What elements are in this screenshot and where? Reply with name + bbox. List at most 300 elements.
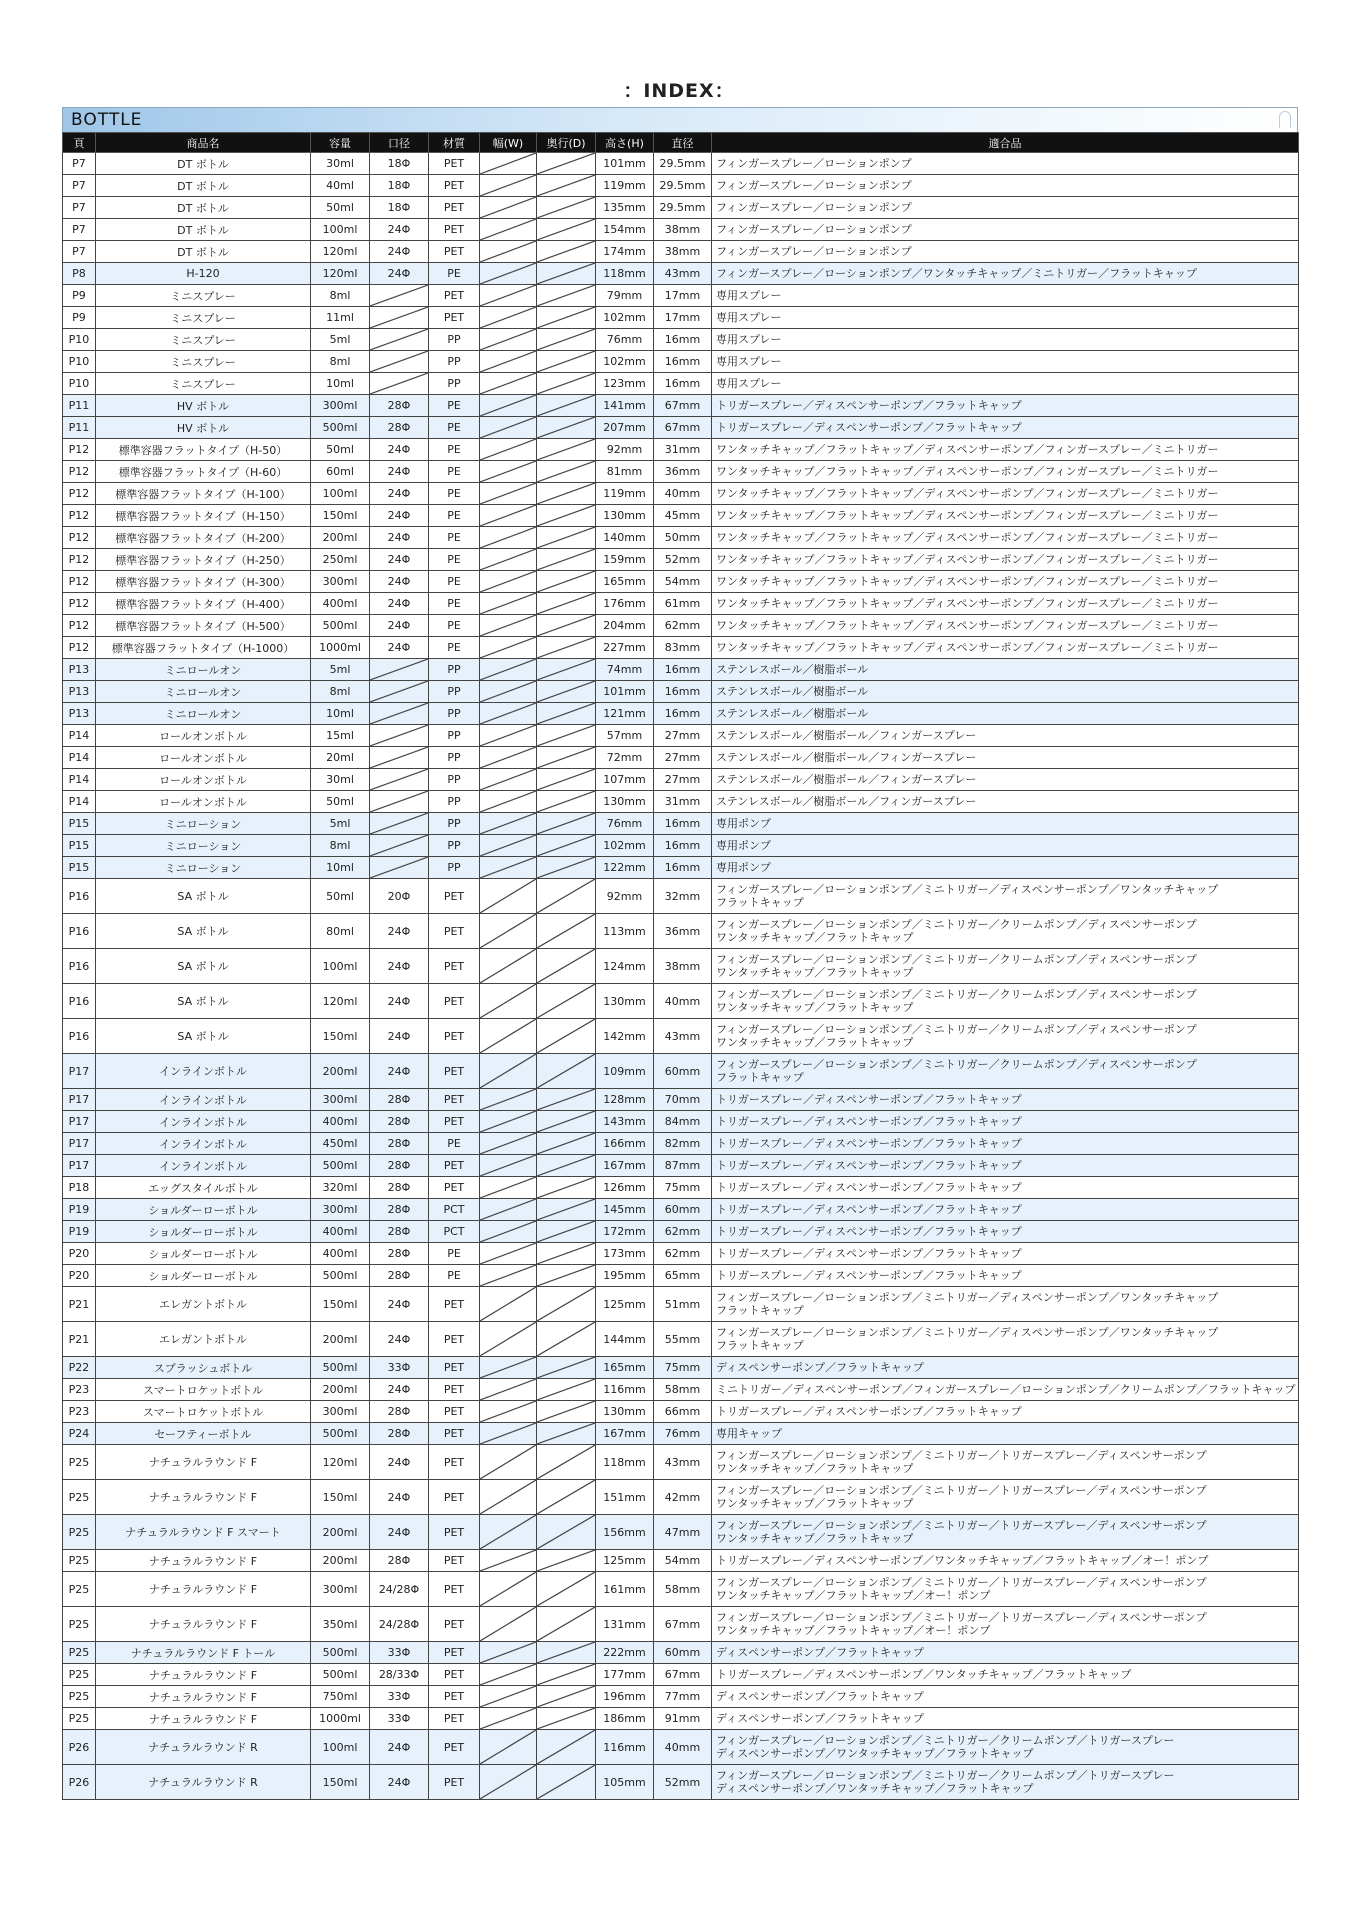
mouth-empty-cell — [370, 659, 429, 681]
compatible-parts-line: フィンガースプレー／ローションポンプ — [716, 179, 912, 192]
product-name-cell: DT ボトル — [96, 219, 311, 241]
depth-empty-cell — [537, 219, 596, 241]
depth-empty-cell — [537, 659, 596, 681]
table-row — [63, 1664, 1299, 1686]
table-row — [63, 659, 1299, 681]
product-name-cell: ミニスプレー — [96, 285, 311, 307]
mouth-cell: 28Φ — [370, 1133, 429, 1155]
page-cell: P7 — [63, 219, 96, 241]
product-name-cell: インラインボトル — [96, 1155, 311, 1177]
product-name-cell: HV ボトル — [96, 417, 311, 439]
height-cell: 107mm — [596, 769, 654, 791]
mouth-empty-cell — [370, 351, 429, 373]
mouth-cell: 24Φ — [370, 914, 429, 949]
mouth-cell: 24Φ — [370, 1379, 429, 1401]
compatible-parts-line: トリガースプレー／ディスペンサーポンプ／フラットキャップ — [716, 1247, 1022, 1260]
table-row — [63, 175, 1299, 197]
depth-empty-cell — [537, 637, 596, 659]
mouth-cell: 24Φ — [370, 483, 429, 505]
page-cell: P12 — [63, 527, 96, 549]
mouth-cell: 24Φ — [370, 549, 429, 571]
page-cell: P16 — [63, 984, 96, 1019]
mouth-cell: 24Φ — [370, 1730, 429, 1765]
height-cell: 156mm — [596, 1515, 654, 1550]
compatible-parts-cell — [712, 263, 1299, 285]
compatible-parts-line: フィンガースプレー／ローションポンプ／ミニトリガー／トリガースプレー／ディスペンサーポンプ — [716, 1449, 1207, 1462]
table-row — [63, 417, 1299, 439]
material-cell: PCT — [429, 1221, 480, 1243]
page-cell: P12 — [63, 637, 96, 659]
mouth-cell: 28Φ — [370, 1243, 429, 1265]
height-cell: 173mm — [596, 1243, 654, 1265]
diameter-cell: 40mm — [654, 984, 712, 1019]
diameter-cell: 75mm — [654, 1357, 712, 1379]
compatible-parts-line: フィンガースプレー／ローションポンプ — [716, 245, 912, 258]
page-cell: P25 — [63, 1708, 96, 1730]
diameter-cell: 67mm — [654, 1607, 712, 1642]
page-cell: P17 — [63, 1054, 96, 1089]
table-row — [63, 637, 1299, 659]
diameter-cell: 29.5mm — [654, 175, 712, 197]
width-empty-cell — [480, 791, 537, 813]
compatible-parts-line: ディスペンサーポンプ／ワンタッチキャップ／フラットキャップ — [716, 1747, 1034, 1760]
product-name-cell: DT ボトル — [96, 153, 311, 175]
depth-empty-cell — [537, 1379, 596, 1401]
height-cell: 204mm — [596, 615, 654, 637]
material-cell: PP — [429, 659, 480, 681]
page-cell: P23 — [63, 1401, 96, 1423]
compatible-parts-line: トリガースプレー／ディスペンサーポンプ／フラットキャップ — [716, 1203, 1022, 1216]
material-cell: PET — [429, 1550, 480, 1572]
material-cell: PET — [429, 1379, 480, 1401]
page-cell: P7 — [63, 241, 96, 263]
compatible-parts-line: フィンガースプレー／ローションポンプ／ミニトリガー／クリームポンプ／ディスペンサーポンプ — [716, 1023, 1197, 1036]
height-cell: 222mm — [596, 1642, 654, 1664]
mouth-cell: 28/33Φ — [370, 1664, 429, 1686]
table-row — [63, 1054, 1299, 1089]
compatible-parts-line: 専用スプレー — [716, 333, 782, 346]
compatible-parts-cell — [712, 1765, 1299, 1800]
material-cell: PE — [429, 1265, 480, 1287]
product-name-cell: インラインボトル — [96, 1111, 311, 1133]
compatible-parts-line: ワンタッチキャップ／フラットキャップ／ディスペンサーポンプ／フィンガースプレー／ミニトリガー — [716, 465, 1219, 478]
depth-empty-cell — [537, 527, 596, 549]
table-row — [63, 1019, 1299, 1054]
capacity-cell: 300ml — [311, 1572, 370, 1607]
diameter-cell: 91mm — [654, 1708, 712, 1730]
compatible-parts-cell — [712, 439, 1299, 461]
compatible-parts-line: トリガースプレー／ディスペンサーポンプ／フラットキャップ — [716, 1181, 1022, 1194]
column-header: 幅(W) — [480, 133, 537, 153]
depth-empty-cell — [537, 1708, 596, 1730]
page-cell: P18 — [63, 1177, 96, 1199]
mouth-cell: 28Φ — [370, 1550, 429, 1572]
material-cell: PET — [429, 219, 480, 241]
product-name-cell: 標準容器フラットタイプ（H-1000） — [96, 637, 311, 659]
page-cell: P25 — [63, 1572, 96, 1607]
capacity-cell: 500ml — [311, 417, 370, 439]
capacity-cell: 200ml — [311, 1054, 370, 1089]
compatible-parts-cell — [712, 1664, 1299, 1686]
mouth-cell: 18Φ — [370, 153, 429, 175]
width-empty-cell — [480, 984, 537, 1019]
page-cell: P9 — [63, 285, 96, 307]
diameter-cell: 36mm — [654, 914, 712, 949]
table-row — [63, 527, 1299, 549]
material-cell: PE — [429, 461, 480, 483]
diameter-cell: 50mm — [654, 527, 712, 549]
material-cell: PET — [429, 153, 480, 175]
diameter-cell: 75mm — [654, 1177, 712, 1199]
depth-empty-cell — [537, 949, 596, 984]
depth-empty-cell — [537, 813, 596, 835]
capacity-cell: 750ml — [311, 1686, 370, 1708]
page-cell: P25 — [63, 1664, 96, 1686]
capacity-cell: 250ml — [311, 549, 370, 571]
diameter-cell: 40mm — [654, 1730, 712, 1765]
width-empty-cell — [480, 835, 537, 857]
compatible-parts-line: フィンガースプレー／ローションポンプ／ミニトリガー／トリガースプレー／ディスペンサーポンプ — [716, 1611, 1207, 1624]
material-cell: PP — [429, 835, 480, 857]
depth-empty-cell — [537, 1550, 596, 1572]
capacity-cell: 30ml — [311, 769, 370, 791]
compatible-parts-line: 専用ポンプ — [716, 817, 771, 830]
material-cell: PET — [429, 879, 480, 914]
depth-empty-cell — [537, 681, 596, 703]
diameter-cell: 55mm — [654, 1322, 712, 1357]
table-row — [63, 395, 1299, 417]
table-row — [63, 879, 1299, 914]
mouth-empty-cell — [370, 285, 429, 307]
height-cell: 167mm — [596, 1155, 654, 1177]
product-name-cell: DT ボトル — [96, 241, 311, 263]
mouth-cell: 24Φ — [370, 241, 429, 263]
depth-empty-cell — [537, 1133, 596, 1155]
height-cell: 177mm — [596, 1664, 654, 1686]
table-row — [63, 197, 1299, 219]
height-cell: 119mm — [596, 175, 654, 197]
compatible-parts-cell — [712, 879, 1299, 914]
product-name-cell: スプラッシュボトル — [96, 1357, 311, 1379]
product-name-cell: 標準容器フラットタイプ（H-400） — [96, 593, 311, 615]
diameter-cell: 16mm — [654, 857, 712, 879]
material-cell: PET — [429, 1686, 480, 1708]
table-row — [63, 1133, 1299, 1155]
compatible-parts-cell — [712, 1019, 1299, 1054]
compatible-parts-line: ワンタッチキャップ／フラットキャップ／ディスペンサーポンプ／フィンガースプレー／ミニトリガー — [716, 597, 1219, 610]
height-cell: 102mm — [596, 835, 654, 857]
table-row — [63, 285, 1299, 307]
capacity-cell: 15ml — [311, 725, 370, 747]
compatible-parts-line: ワンタッチキャップ／フラットキャップ — [716, 1532, 914, 1545]
width-empty-cell — [480, 263, 537, 285]
page-cell: P25 — [63, 1686, 96, 1708]
material-cell: PE — [429, 263, 480, 285]
compatible-parts-cell — [712, 747, 1299, 769]
product-name-cell: ミニロールオン — [96, 681, 311, 703]
capacity-cell: 400ml — [311, 1243, 370, 1265]
diameter-cell: 67mm — [654, 1664, 712, 1686]
column-header: 直径 — [654, 133, 712, 153]
depth-empty-cell — [537, 1054, 596, 1089]
product-name-cell: インラインボトル — [96, 1133, 311, 1155]
table-row — [63, 1730, 1299, 1765]
column-header: 高さ(H) — [596, 133, 654, 153]
width-empty-cell — [480, 879, 537, 914]
compatible-parts-line: フィンガースプレー／ローションポンプ／ミニトリガー／ディスペンサーポンプ／ワンタッチキャップ — [716, 1291, 1219, 1304]
page-cell: P12 — [63, 549, 96, 571]
compatible-parts-line: 専用キャップ — [716, 1427, 782, 1440]
capacity-cell: 30ml — [311, 153, 370, 175]
mouth-cell: 24Φ — [370, 1019, 429, 1054]
compatible-parts-cell — [712, 1708, 1299, 1730]
compatible-parts-line: フィンガースプレー／ローションポンプ／ミニトリガー／ディスペンサーポンプ／ワンタッチキャップ — [716, 883, 1219, 896]
diameter-cell: 29.5mm — [654, 153, 712, 175]
compatible-parts-cell — [712, 659, 1299, 681]
product-name-cell: 標準容器フラットタイプ（H-300） — [96, 571, 311, 593]
height-cell: 123mm — [596, 373, 654, 395]
mouth-cell: 28Φ — [370, 1111, 429, 1133]
width-empty-cell — [480, 1379, 537, 1401]
page-cell: P20 — [63, 1265, 96, 1287]
product-name-cell: ナチュラルラウンド F — [96, 1708, 311, 1730]
height-cell: 165mm — [596, 571, 654, 593]
mouth-cell: 24Φ — [370, 571, 429, 593]
table-row — [63, 1111, 1299, 1133]
product-name-cell: ナチュラルラウンド R — [96, 1765, 311, 1800]
page-cell: P26 — [63, 1765, 96, 1800]
depth-empty-cell — [537, 197, 596, 219]
page-cell: P14 — [63, 769, 96, 791]
table-row — [63, 747, 1299, 769]
height-cell: 135mm — [596, 197, 654, 219]
depth-empty-cell — [537, 461, 596, 483]
depth-empty-cell — [537, 483, 596, 505]
capacity-cell: 150ml — [311, 505, 370, 527]
page-cell: P16 — [63, 879, 96, 914]
depth-empty-cell — [537, 175, 596, 197]
product-name-cell: インラインボトル — [96, 1089, 311, 1111]
capacity-cell: 200ml — [311, 1322, 370, 1357]
diameter-cell: 42mm — [654, 1480, 712, 1515]
product-name-cell: HV ボトル — [96, 395, 311, 417]
page-cell: P10 — [63, 329, 96, 351]
table-row — [63, 1480, 1299, 1515]
material-cell: PP — [429, 769, 480, 791]
compatible-parts-cell — [712, 1133, 1299, 1155]
depth-empty-cell — [537, 1322, 596, 1357]
page-cell: P25 — [63, 1445, 96, 1480]
width-empty-cell — [480, 153, 537, 175]
mouth-empty-cell — [370, 769, 429, 791]
column-header: 口径 — [370, 133, 429, 153]
product-name-cell: ナチュラルラウンド F — [96, 1550, 311, 1572]
width-empty-cell — [480, 593, 537, 615]
capacity-cell: 100ml — [311, 949, 370, 984]
table-row — [63, 1379, 1299, 1401]
capacity-cell: 120ml — [311, 263, 370, 285]
compatible-parts-line: ステンレスボール／樹脂ボール／フィンガースプレー — [716, 795, 977, 808]
diameter-cell: 47mm — [654, 1515, 712, 1550]
width-empty-cell — [480, 1550, 537, 1572]
compatible-parts-cell — [712, 219, 1299, 241]
width-empty-cell — [480, 681, 537, 703]
diameter-cell: 16mm — [654, 703, 712, 725]
capacity-cell: 300ml — [311, 1199, 370, 1221]
compatible-parts-line: ワンタッチキャップ／フラットキャップ — [716, 1497, 914, 1510]
height-cell: 145mm — [596, 1199, 654, 1221]
compatible-parts-cell — [712, 1480, 1299, 1515]
width-empty-cell — [480, 285, 537, 307]
mouth-cell: 24Φ — [370, 1445, 429, 1480]
diameter-cell: 16mm — [654, 659, 712, 681]
depth-empty-cell — [537, 593, 596, 615]
material-cell: PP — [429, 373, 480, 395]
product-name-cell: ミニローション — [96, 857, 311, 879]
diameter-cell: 77mm — [654, 1686, 712, 1708]
compatible-parts-cell — [712, 1515, 1299, 1550]
compatible-parts-line: 専用ポンプ — [716, 839, 771, 852]
table-row — [63, 813, 1299, 835]
page-cell: P21 — [63, 1287, 96, 1322]
compatible-parts-cell — [712, 1089, 1299, 1111]
table-row — [63, 1572, 1299, 1607]
compatible-parts-line: フィンガースプレー／ローションポンプ／ミニトリガー／クリームポンプ／ディスペンサーポンプ — [716, 918, 1197, 931]
depth-empty-cell — [537, 1155, 596, 1177]
diameter-cell: 52mm — [654, 549, 712, 571]
product-name-cell: ナチュラルラウンド F — [96, 1607, 311, 1642]
diameter-cell: 17mm — [654, 285, 712, 307]
width-empty-cell — [480, 461, 537, 483]
height-cell: 102mm — [596, 351, 654, 373]
width-empty-cell — [480, 1572, 537, 1607]
page-cell: P20 — [63, 1243, 96, 1265]
mouth-cell: 24Φ — [370, 1515, 429, 1550]
page-cell: P17 — [63, 1155, 96, 1177]
column-header: 材質 — [429, 133, 480, 153]
material-cell: PP — [429, 725, 480, 747]
height-cell: 128mm — [596, 1089, 654, 1111]
material-cell: PP — [429, 681, 480, 703]
page-cell: P8 — [63, 263, 96, 285]
product-name-cell: SA ボトル — [96, 1019, 311, 1054]
page-title: ：INDEX： — [623, 80, 735, 102]
width-empty-cell — [480, 1111, 537, 1133]
depth-empty-cell — [537, 1765, 596, 1800]
page-cell: P24 — [63, 1423, 96, 1445]
compatible-parts-cell — [712, 329, 1299, 351]
material-cell: PET — [429, 1480, 480, 1515]
page-cell: P10 — [63, 351, 96, 373]
table-row — [63, 593, 1299, 615]
table-row — [63, 769, 1299, 791]
compatible-parts-line: フラットキャップ — [716, 1304, 804, 1317]
column-header: 容量 — [311, 133, 370, 153]
compatible-parts-cell — [712, 1642, 1299, 1664]
height-cell: 121mm — [596, 703, 654, 725]
material-cell: PET — [429, 1177, 480, 1199]
height-cell: 207mm — [596, 417, 654, 439]
product-name-cell: DT ボトル — [96, 197, 311, 219]
compatible-parts-line: トリガースプレー／ディスペンサーポンプ／フラットキャップ — [716, 399, 1022, 412]
material-cell: PE — [429, 395, 480, 417]
compatible-parts-cell — [712, 857, 1299, 879]
depth-empty-cell — [537, 285, 596, 307]
diameter-cell: 67mm — [654, 395, 712, 417]
width-empty-cell — [480, 1133, 537, 1155]
section-title: BOTTLE — [71, 110, 143, 130]
width-empty-cell — [480, 527, 537, 549]
page-cell: P10 — [63, 373, 96, 395]
mouth-empty-cell — [370, 813, 429, 835]
compatible-parts-line: フラットキャップ — [716, 896, 804, 909]
compatible-parts-line: フィンガースプレー／ローションポンプ／ミニトリガー／クリームポンプ／トリガースプレー — [716, 1734, 1175, 1747]
width-empty-cell — [480, 439, 537, 461]
diameter-cell: 16mm — [654, 681, 712, 703]
compatible-parts-cell — [712, 1155, 1299, 1177]
table-row — [63, 153, 1299, 175]
depth-empty-cell — [537, 1357, 596, 1379]
index-table-container — [62, 107, 1298, 1800]
material-cell: PET — [429, 1515, 480, 1550]
height-cell: 130mm — [596, 791, 654, 813]
height-cell: 119mm — [596, 483, 654, 505]
compatible-parts-cell — [712, 1265, 1299, 1287]
table-row — [63, 461, 1299, 483]
compatible-parts-line: フィンガースプレー／ローションポンプ — [716, 223, 912, 236]
compatible-parts-line: ワンタッチキャップ／フラットキャップ／ディスペンサーポンプ／フィンガースプレー／ミニトリガー — [716, 487, 1219, 500]
width-empty-cell — [480, 571, 537, 593]
material-cell: PET — [429, 1423, 480, 1445]
compatible-parts-cell — [712, 984, 1299, 1019]
product-name-cell: ロールオンボトル — [96, 791, 311, 813]
table-row — [63, 1089, 1299, 1111]
depth-empty-cell — [537, 914, 596, 949]
diameter-cell: 67mm — [654, 417, 712, 439]
material-cell: PET — [429, 1765, 480, 1800]
height-cell: 72mm — [596, 747, 654, 769]
material-cell: PET — [429, 1357, 480, 1379]
material-cell: PE — [429, 527, 480, 549]
mouth-cell: 24Φ — [370, 1054, 429, 1089]
page-cell: P22 — [63, 1357, 96, 1379]
compatible-parts-line: ワンタッチキャップ／フラットキャップ／オー！ポンプ — [716, 1624, 991, 1637]
page-cell: P7 — [63, 175, 96, 197]
table-row — [63, 835, 1299, 857]
mouth-cell: 28Φ — [370, 417, 429, 439]
compatible-parts-line: ワンタッチキャップ／フラットキャップ — [716, 1462, 914, 1475]
material-cell: PP — [429, 857, 480, 879]
height-cell: 151mm — [596, 1480, 654, 1515]
product-name-cell: ミニスプレー — [96, 307, 311, 329]
mouth-cell: 24Φ — [370, 263, 429, 285]
depth-empty-cell — [537, 725, 596, 747]
diameter-cell: 54mm — [654, 571, 712, 593]
capacity-cell: 50ml — [311, 879, 370, 914]
compatible-parts-line: トリガースプレー／ディスペンサーポンプ／フラットキャップ — [716, 1137, 1022, 1150]
diameter-cell: 29.5mm — [654, 197, 712, 219]
compatible-parts-cell — [712, 1357, 1299, 1379]
mouth-cell: 24/28Φ — [370, 1607, 429, 1642]
bottle-outline-icon — [1279, 111, 1291, 128]
mouth-empty-cell — [370, 703, 429, 725]
diameter-cell: 31mm — [654, 439, 712, 461]
height-cell: 140mm — [596, 527, 654, 549]
mouth-cell: 33Φ — [370, 1642, 429, 1664]
depth-empty-cell — [537, 373, 596, 395]
product-name-cell: SA ボトル — [96, 949, 311, 984]
product-name-cell: ミニスプレー — [96, 351, 311, 373]
